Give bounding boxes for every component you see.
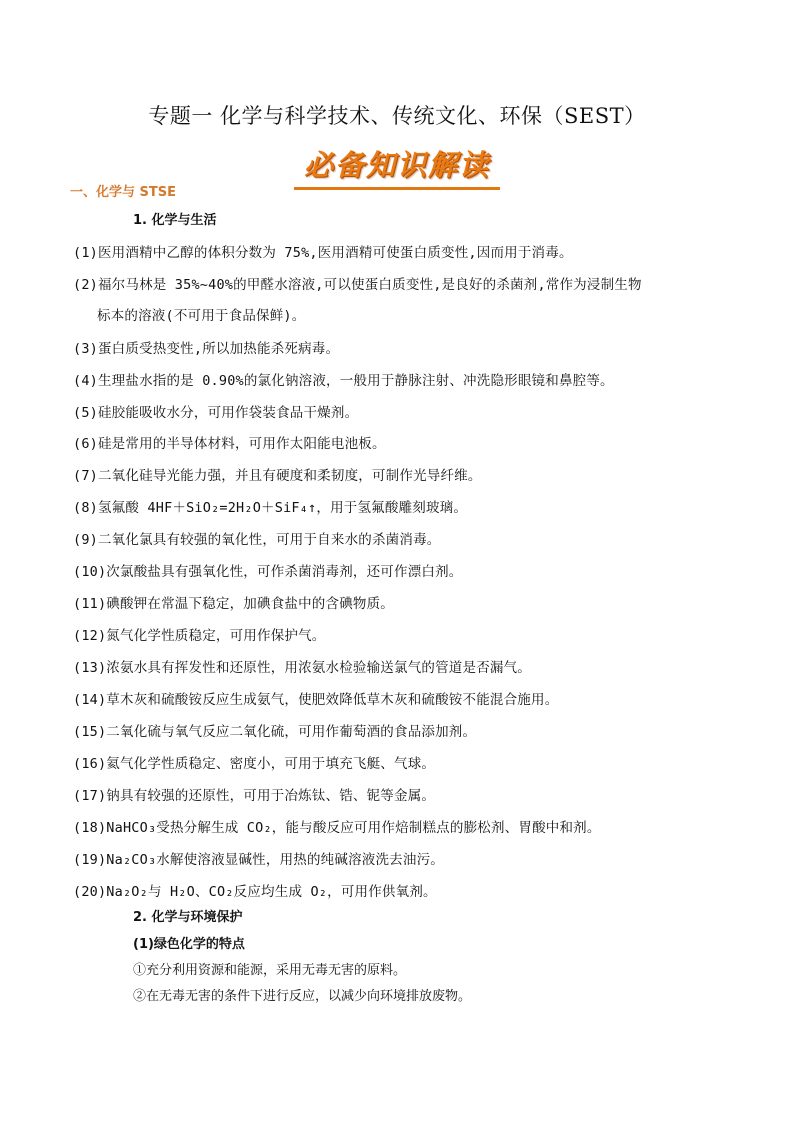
list-item: (13)浓氨水具有挥发性和还原性，用浓氨水检验输送氯气的管道是否漏气。 [73, 660, 532, 676]
list-item: (1)医用酒精中乙醇的体积分数为 75%,医用酒精可使蛋白质变性,因而用于消毒。 [73, 245, 573, 261]
section-heading: 一、化学与 STSE [70, 185, 176, 200]
list-item: (12)氮气化学性质稳定，可用作保护气。 [73, 628, 326, 644]
subheading-life: 1. 化学与生活 [133, 213, 217, 228]
list-item: (20)Na₂O₂与 H₂O、CO₂反应均生成 O₂，可用作供氧剂。 [73, 884, 437, 900]
list-item: (6)硅是常用的半导体材料，可用作太阳能电池板。 [73, 436, 386, 452]
list-item: (5)硅胶能吸收水分，可用作袋装食品干燥剂。 [73, 405, 359, 421]
list-item: (9)二氧化氯具有较强的氧化性，可用于自来水的杀菌消毒。 [73, 532, 441, 548]
list-item: ②在无毒无害的条件下进行反应，以减少向环境排放废物。 [133, 989, 472, 1004]
list-item: (10)次氯酸盐具有强氧化性，可作杀菌消毒剂，还可作漂白剂。 [73, 564, 463, 580]
list-item: (17)钠具有较强的还原性，可用于冶炼钛、锆、铌等金属。 [73, 788, 436, 804]
list-item: (19)Na₂CO₃水解使溶液显碱性，用热的纯碱溶液洗去油污。 [73, 852, 444, 868]
subheading-environment: 2. 化学与环境保护 [133, 910, 243, 925]
list-item: (14)草木灰和硫酸铵反应生成氨气，使肥效降低草木灰和硫酸铵不能混合施用。 [73, 692, 559, 708]
list-item: (16)氦气化学性质稳定、密度小，可用于填充飞艇、气球。 [73, 756, 436, 772]
banner-text: 必备知识解读 [294, 143, 500, 190]
subheading-green-chemistry: (1)绿色化学的特点 [133, 937, 245, 952]
list-item: (3)蛋白质受热变性,所以加热能杀死病毒。 [73, 341, 340, 357]
list-item: (7)二氧化硅导光能力强，并且有硬度和柔韧度，可制作光导纤维。 [73, 468, 482, 484]
list-item: (11)碘酸钾在常温下稳定，加碘食盐中的含碘物质。 [73, 596, 395, 612]
list-item: (15)二氧化硫与氧气反应二氧化硫，可用作葡萄酒的食品添加剂。 [73, 724, 477, 740]
list-item-continuation: 标本的溶液(不可用于食品保鲜)。 [97, 308, 306, 324]
list-item: ①充分利用资源和能源，采用无毒无害的原料。 [133, 963, 407, 978]
list-item: (8)氢氟酸 4HF＋SiO₂=2H₂O＋SiF₄↑，用于氢氟酸雕刻玻璃。 [73, 500, 468, 516]
page-title: 专题一 化学与科学技术、传统文化、环保（SEST） [148, 104, 646, 128]
list-item: (2)福尔马林是 35%~40%的甲醛水溶液,可以使蛋白质变性,是良好的杀菌剂,常作为浸制生物 [73, 277, 642, 293]
list-item: (4)生理盐水指的是 0.90%的氯化钠溶液，一般用于静脉注射、冲洗隐形眼镜和鼻腔等。 [73, 373, 614, 389]
list-item: (18)NaHCO₃受热分解生成 CO₂，能与酸反应可用作焙制糕点的膨松剂、胃酸中和剂。 [73, 820, 601, 836]
